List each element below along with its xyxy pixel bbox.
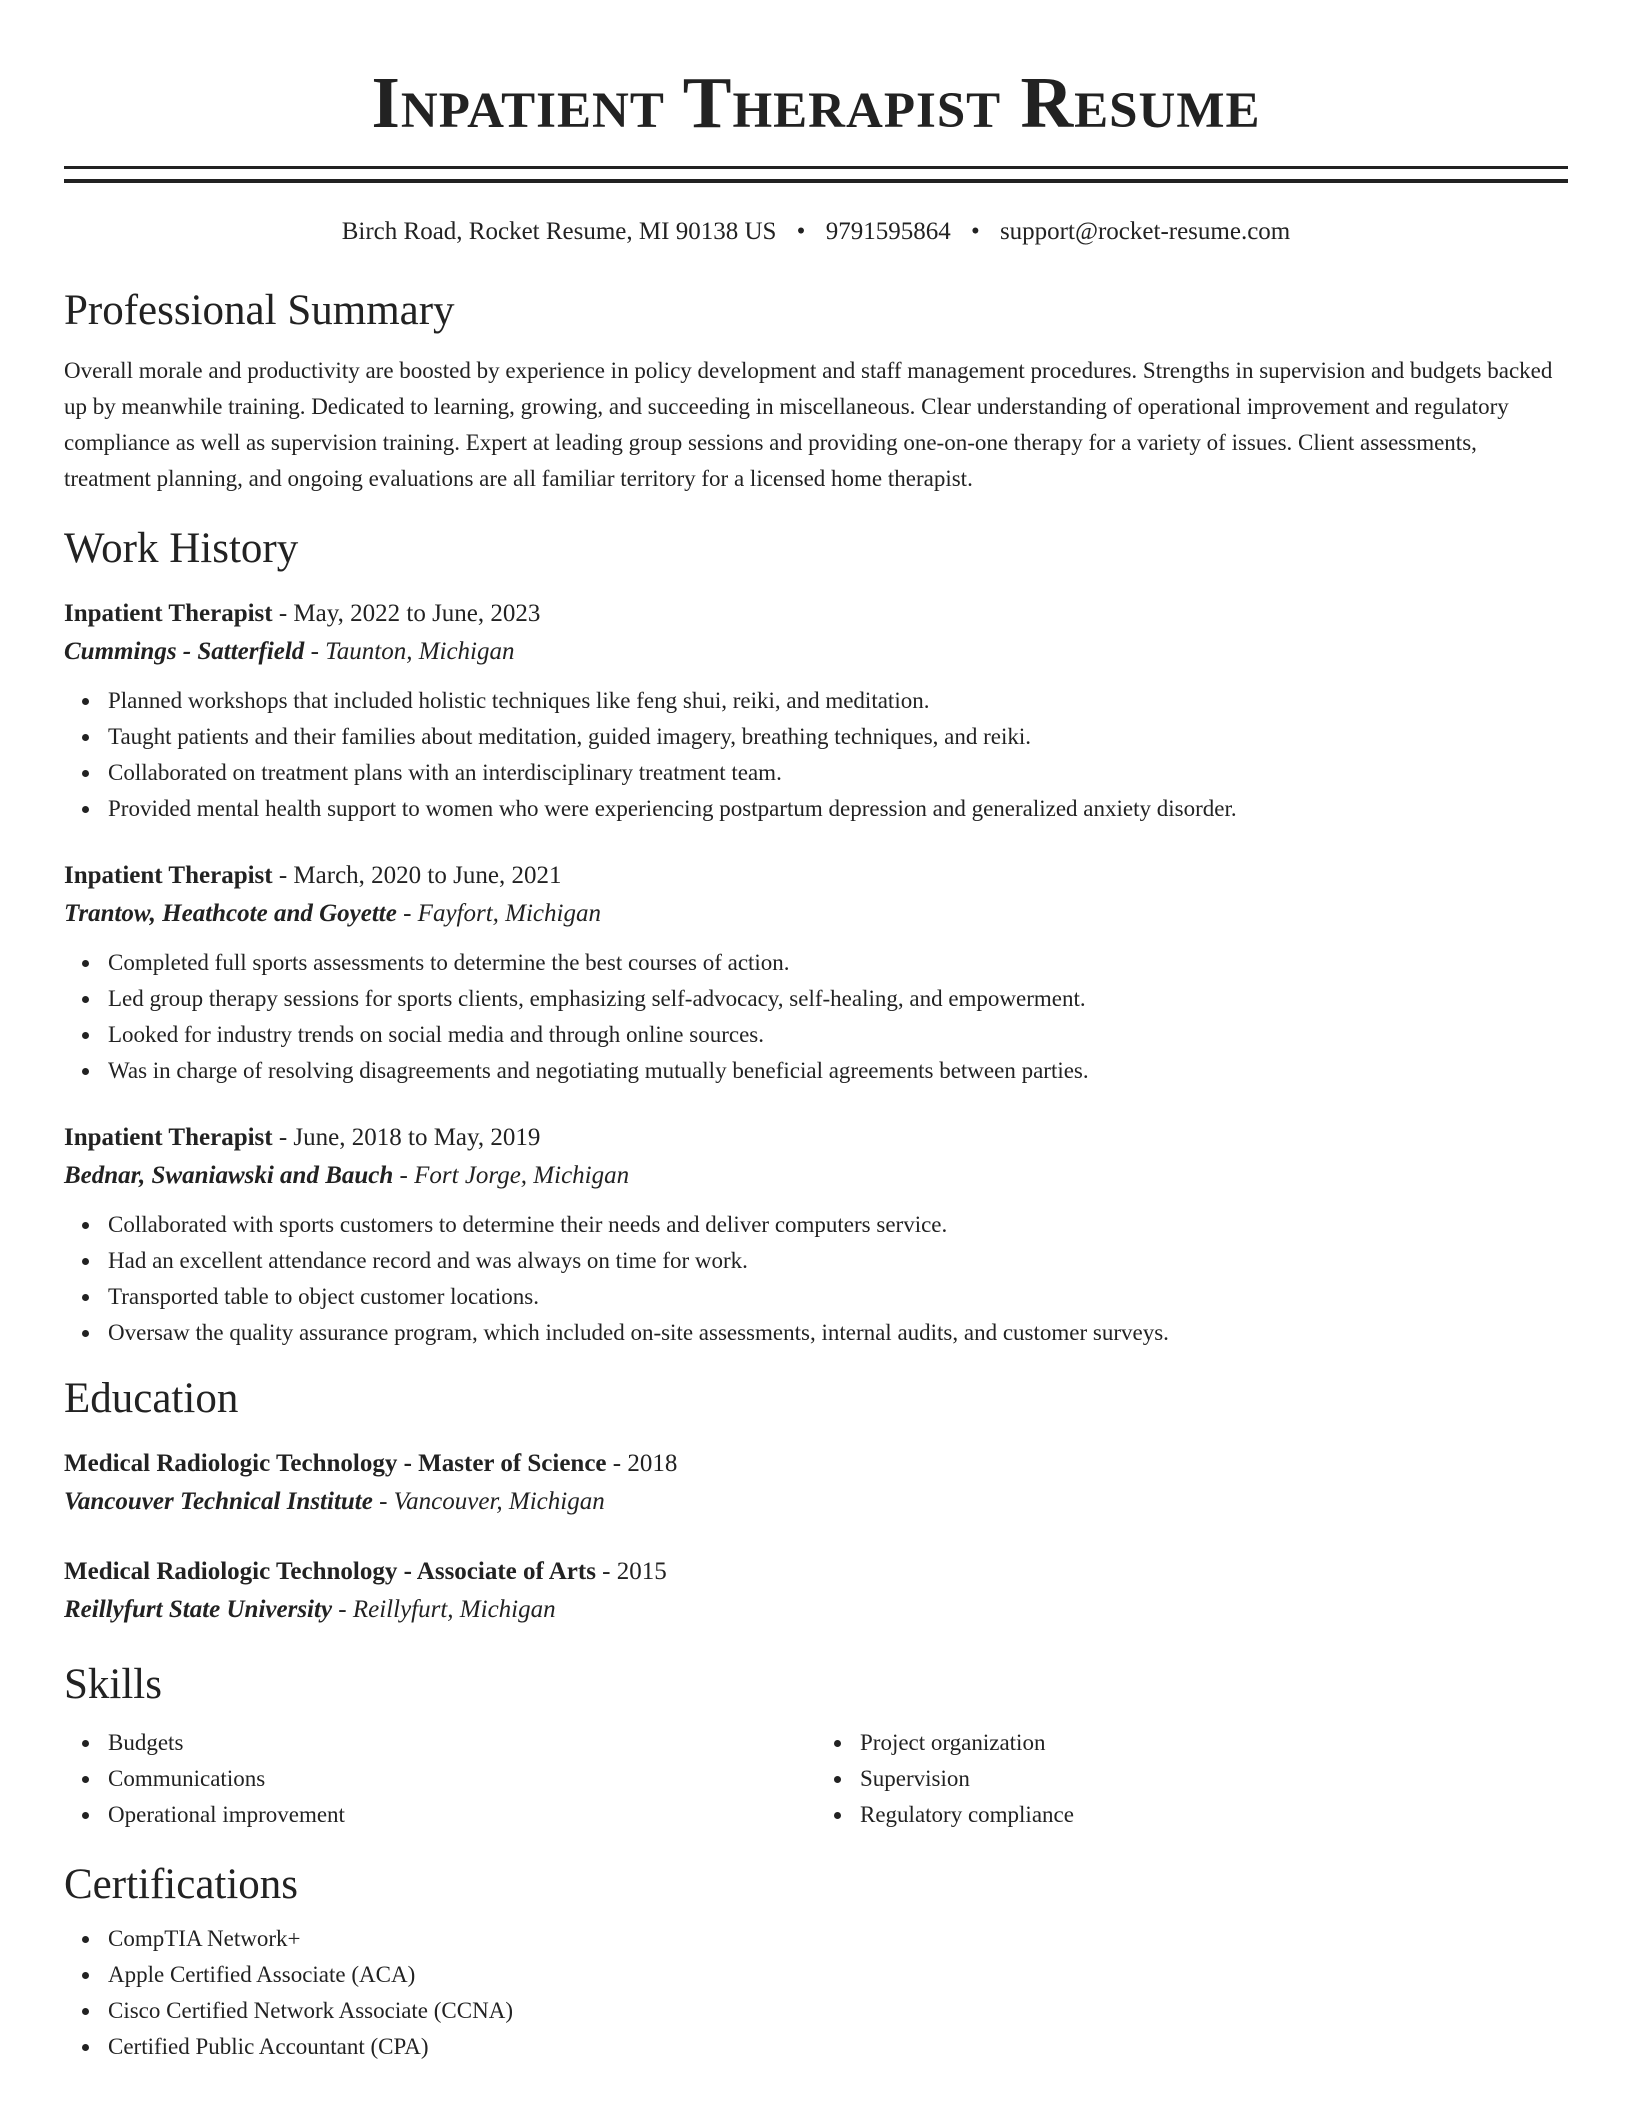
job-dates: - May, 2022 to June, 2023 [272, 600, 541, 627]
education-section [64, 1373, 1568, 1629]
company-name: Bednar, Swaniawski and Bauch [64, 1162, 394, 1189]
list-item: Planned workshops that included holistic techniques like feng shui, reiki, and meditation. [108, 683, 1568, 719]
skills-list-left [64, 1725, 816, 1833]
list-item: Led group therapy sessions for sports clients, emphasizing self-advocacy, self-healing, and empowerment. [108, 981, 1568, 1017]
section-heading: Professional Summary [64, 287, 455, 334]
list-item: Project organization [860, 1725, 1568, 1761]
certifications-list [64, 1921, 1568, 2065]
contact-address: Birch Road, Rocket Resume, MI 90138 US [341, 218, 777, 245]
list-item: Budgets [108, 1725, 816, 1761]
section-heading: Work History [64, 525, 299, 572]
job-title-line [64, 1119, 1568, 1157]
contact-line [64, 215, 1568, 249]
job-dates: - March, 2020 to June, 2021 [272, 862, 562, 889]
school-location: - Vancouver, Michigan [372, 1488, 605, 1515]
job-company-line [64, 1157, 1568, 1195]
company-location: - Fayfort, Michigan [396, 900, 601, 927]
degree-line [64, 1553, 1568, 1591]
education-entry [64, 1553, 1568, 1629]
job-duties-list [64, 945, 1568, 1089]
list-item: Completed full sports assessments to determine the best courses of action. [108, 945, 1568, 981]
list-item: Cisco Certified Network Associate (CCNA) [108, 1993, 1568, 2029]
list-item: Collaborated with sports customers to determine their needs and deliver computers service. [108, 1207, 1568, 1243]
job-duties-list [64, 1207, 1568, 1351]
job-title-line [64, 857, 1568, 895]
list-item: Operational improvement [108, 1797, 816, 1833]
skills-section [64, 1659, 1568, 1833]
list-item: Oversaw the quality assurance program, which included on-site assessments, internal audits, and customer surveys. [108, 1315, 1568, 1351]
school-line [64, 1591, 1568, 1629]
job-entry [64, 1119, 1568, 1351]
job-company-line [64, 895, 1568, 933]
title-double-rule [64, 166, 1568, 183]
school-line [64, 1483, 1568, 1521]
skills-grid [64, 1721, 1568, 1833]
company-location: - Taunton, Michigan [304, 638, 515, 665]
job-title-line [64, 595, 1568, 633]
job-entry [64, 595, 1568, 827]
list-item: CompTIA Network+ [108, 1921, 1568, 1957]
degree-year: - 2015 [595, 1558, 667, 1585]
job-title: Inpatient Therapist [64, 600, 273, 627]
contact-separator: • [970, 218, 980, 245]
school-name: Reillyfurt State University [64, 1596, 333, 1623]
degree-name: Medical Radiologic Technology - Associate of Arts [64, 1558, 596, 1585]
list-item: Looked for industry trends on social media and through online sources. [108, 1017, 1568, 1053]
section-heading: Education [64, 1375, 239, 1422]
work-history-section [64, 523, 1568, 1351]
list-item: Collaborated on treatment plans with an interdisciplinary treatment team. [108, 755, 1568, 791]
degree-year: - 2018 [606, 1450, 678, 1477]
skills-list-right [816, 1725, 1568, 1833]
list-item: Had an excellent attendance record and was always on time for work. [108, 1243, 1568, 1279]
job-entry [64, 857, 1568, 1089]
contact-separator: • [796, 218, 806, 245]
company-name: Trantow, Heathcote and Goyette [64, 900, 397, 927]
section-heading: Certifications [64, 1861, 299, 1908]
degree-name: Medical Radiologic Technology - Master of Science [64, 1450, 607, 1477]
company-location: - Fort Jorge, Michigan [393, 1162, 630, 1189]
certifications-section [64, 1859, 1568, 2065]
contact-email: support@rocket-resume.com [999, 218, 1291, 245]
education-entry [64, 1445, 1568, 1521]
resume-title: Inpatient Therapist Resume [371, 62, 1261, 143]
summary-text: Overall morale and productivity are boosted by experience in policy development and staff management procedures. Strengths in supervision and budgets backed up by meanwhile training. Dedicated to learning, growing, and succeeding in miscellaneous. Clear understanding of operational improvement and regulatory compliance as well as supervision training. Expert at leading group sessions and providing one-on-one therapy for a variety of issues. Client assessments, treatment planning, and ongoing evaluations are all familiar territory for a licensed home therapist. [64, 358, 1553, 491]
section-heading: Skills [64, 1661, 162, 1708]
professional-summary-section [64, 285, 1568, 497]
job-company-line [64, 633, 1568, 671]
list-item: Communications [108, 1761, 816, 1797]
contact-phone: 9791595864 [825, 218, 951, 245]
school-name: Vancouver Technical Institute [64, 1488, 373, 1515]
list-item: Provided mental health support to women who were experiencing postpartum depression and generalized anxiety disorder. [108, 791, 1568, 827]
company-name: Cummings - Satterfield [64, 638, 305, 665]
list-item: Supervision [860, 1761, 1568, 1797]
school-location: - Reillyfurt, Michigan [332, 1596, 556, 1623]
list-item: Was in charge of resolving disagreements and negotiating mutually beneficial agreements between parties. [108, 1053, 1568, 1089]
job-title: Inpatient Therapist [64, 1124, 273, 1151]
degree-line [64, 1445, 1568, 1483]
list-item: Regulatory compliance [860, 1797, 1568, 1833]
job-duties-list [64, 683, 1568, 827]
job-title: Inpatient Therapist [64, 862, 273, 889]
list-item: Taught patients and their families about meditation, guided imagery, breathing techniques, and reiki. [108, 719, 1568, 755]
list-item: Transported table to object customer locations. [108, 1279, 1568, 1315]
list-item: Apple Certified Associate (ACA) [108, 1957, 1568, 1993]
list-item: Certified Public Accountant (CPA) [108, 2029, 1568, 2065]
job-dates: - June, 2018 to May, 2019 [272, 1124, 541, 1151]
resume-page [64, 0, 1568, 2065]
